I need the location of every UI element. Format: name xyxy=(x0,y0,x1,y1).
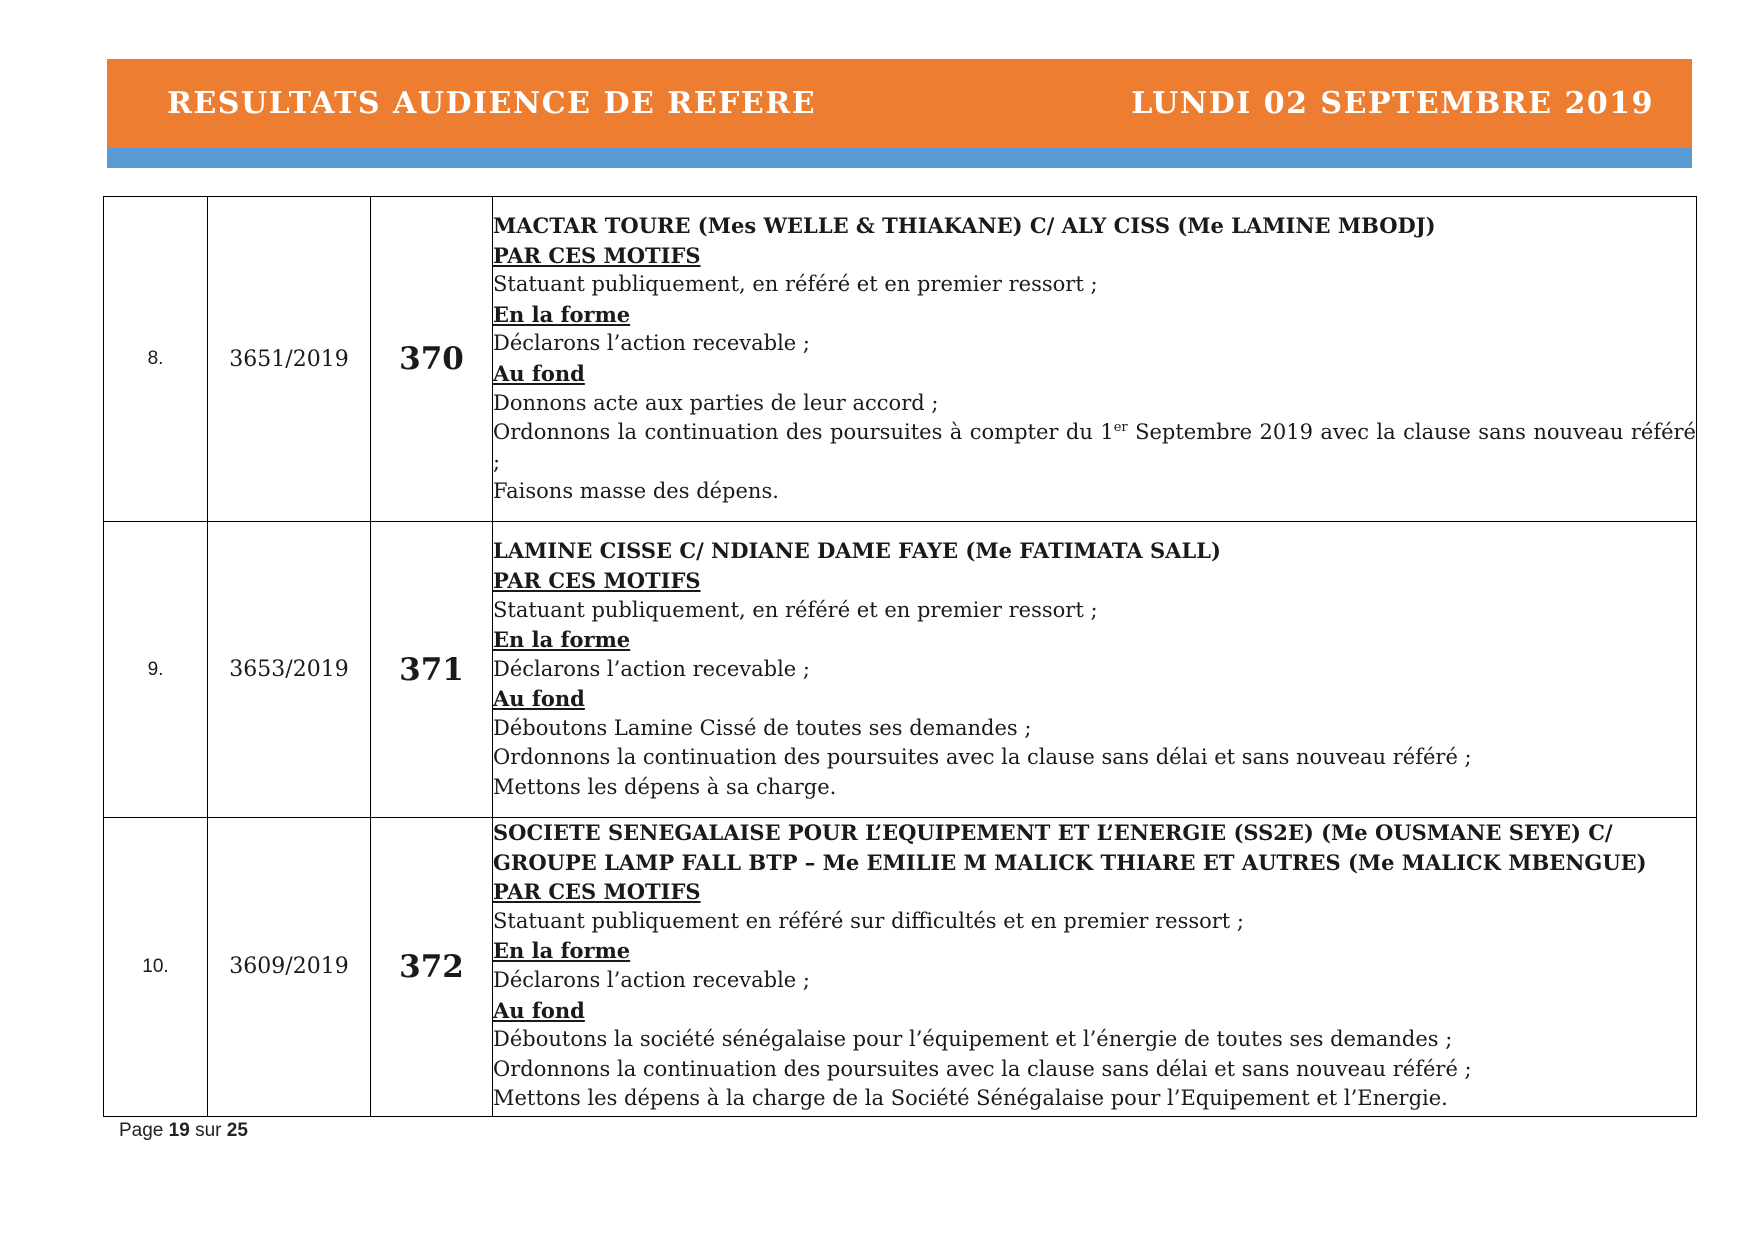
fond-line xyxy=(493,418,1696,477)
row-number: 8. xyxy=(104,197,208,522)
forme-heading: En la forme xyxy=(493,627,631,653)
case-number: 3609/2019 xyxy=(208,818,371,1117)
decision-number: 372 xyxy=(371,818,493,1117)
page-label: Page xyxy=(119,1120,164,1141)
decision-number: 370 xyxy=(371,197,493,522)
table-row xyxy=(104,818,1697,1117)
statuant-text: Statuant publiquement, en référé et en premier ressort ; xyxy=(493,597,1098,622)
header-banner xyxy=(107,59,1692,148)
fond-line: Déboutons Lamine Cissé de toutes ses demandes ; xyxy=(493,715,1032,740)
page-current: 19 xyxy=(168,1120,190,1141)
statuant-text: Statuant publiquement, en référé et en premier ressort ; xyxy=(493,272,1098,297)
forme-text: Déclarons l’action recevable ; xyxy=(493,967,810,992)
ruling-cell xyxy=(493,818,1697,1117)
ruling-cell xyxy=(493,197,1697,522)
parties: LAMINE CISSE C/ NDIANE DAME FAYE (Me FATIMATA SALL) xyxy=(493,538,1221,564)
motifs-heading: PAR CES MOTIFS xyxy=(493,879,701,905)
header-stripe xyxy=(107,148,1692,168)
case-number: 3651/2019 xyxy=(208,197,371,522)
page-total: 25 xyxy=(226,1120,248,1141)
fond-heading: Au fond xyxy=(493,997,585,1023)
forme-heading: En la forme xyxy=(493,301,631,327)
case-number: 3653/2019 xyxy=(208,522,371,818)
hearing-date: LUNDI 02 SEPTEMBRE 2019 xyxy=(1131,86,1654,121)
ruling-cell xyxy=(493,522,1697,818)
results-table xyxy=(103,196,1697,1117)
fond-line: Ordonnons la continuation des poursuites avec la clause sans délai et sans nouveau référé ; xyxy=(493,1056,1472,1081)
fond-line-part: Ordonnons la continuation des poursuites à compter du 1 xyxy=(493,420,1114,445)
fond-line: Déboutons la société sénégalaise pour l’équipement et l’énergie de toutes ses demandes ; xyxy=(493,1027,1453,1052)
fond-line: Ordonnons la continuation des poursuites avec la clause sans délai et sans nouveau référé ; xyxy=(493,745,1472,770)
fond-heading: Au fond xyxy=(493,361,585,386)
document-title: RESULTATS AUDIENCE DE REFERE xyxy=(167,86,817,121)
page-separator: sur xyxy=(195,1120,222,1141)
forme-heading: En la forme xyxy=(493,938,631,964)
decision-number: 371 xyxy=(371,522,493,818)
parties: SOCIETE SENEGALAISE POUR L’EQUIPEMENT ET L’ENERGIE (SS2E) (Me OUSMANE SEYE) C/ GROUPE LAMP FALL BTP – Me EMILIE M MALICK THIARE ET AUTRES (Me MALICK MBENGUE) xyxy=(493,820,1647,875)
fond-heading: Au fond xyxy=(493,686,585,712)
row-number: 10. xyxy=(104,818,208,1117)
fond-line: Mettons les dépens à la charge de la Société Sénégalaise pour l’Equipement et l’Energie. xyxy=(493,1086,1448,1111)
row-number: 9. xyxy=(104,522,208,818)
motifs-heading: PAR CES MOTIFS xyxy=(493,567,701,593)
table-row xyxy=(104,522,1697,818)
fond-line: Mettons les dépens à sa charge. xyxy=(493,775,837,800)
fond-line-part: Septembre 2019 avec la clause sans nouveau référé ; xyxy=(493,420,1696,474)
motifs-heading: PAR CES MOTIFS xyxy=(493,242,701,268)
forme-text: Déclarons l’action recevable ; xyxy=(493,331,810,356)
table-row xyxy=(104,197,1697,522)
statuant-text: Statuant publiquement en référé sur difficultés et en premier ressort ; xyxy=(493,908,1244,933)
forme-text: Déclarons l’action recevable ; xyxy=(493,656,810,681)
fond-line: Faisons masse des dépens. xyxy=(493,479,779,504)
page-footer xyxy=(119,1120,248,1142)
fond-line: Donnons acte aux parties de leur accord ; xyxy=(493,390,939,415)
ordinal-suffix: er xyxy=(1113,420,1128,436)
parties: MACTAR TOURE (Mes WELLE & THIAKANE) C/ ALY CISS (Me LAMINE MBODJ) xyxy=(493,213,1436,239)
